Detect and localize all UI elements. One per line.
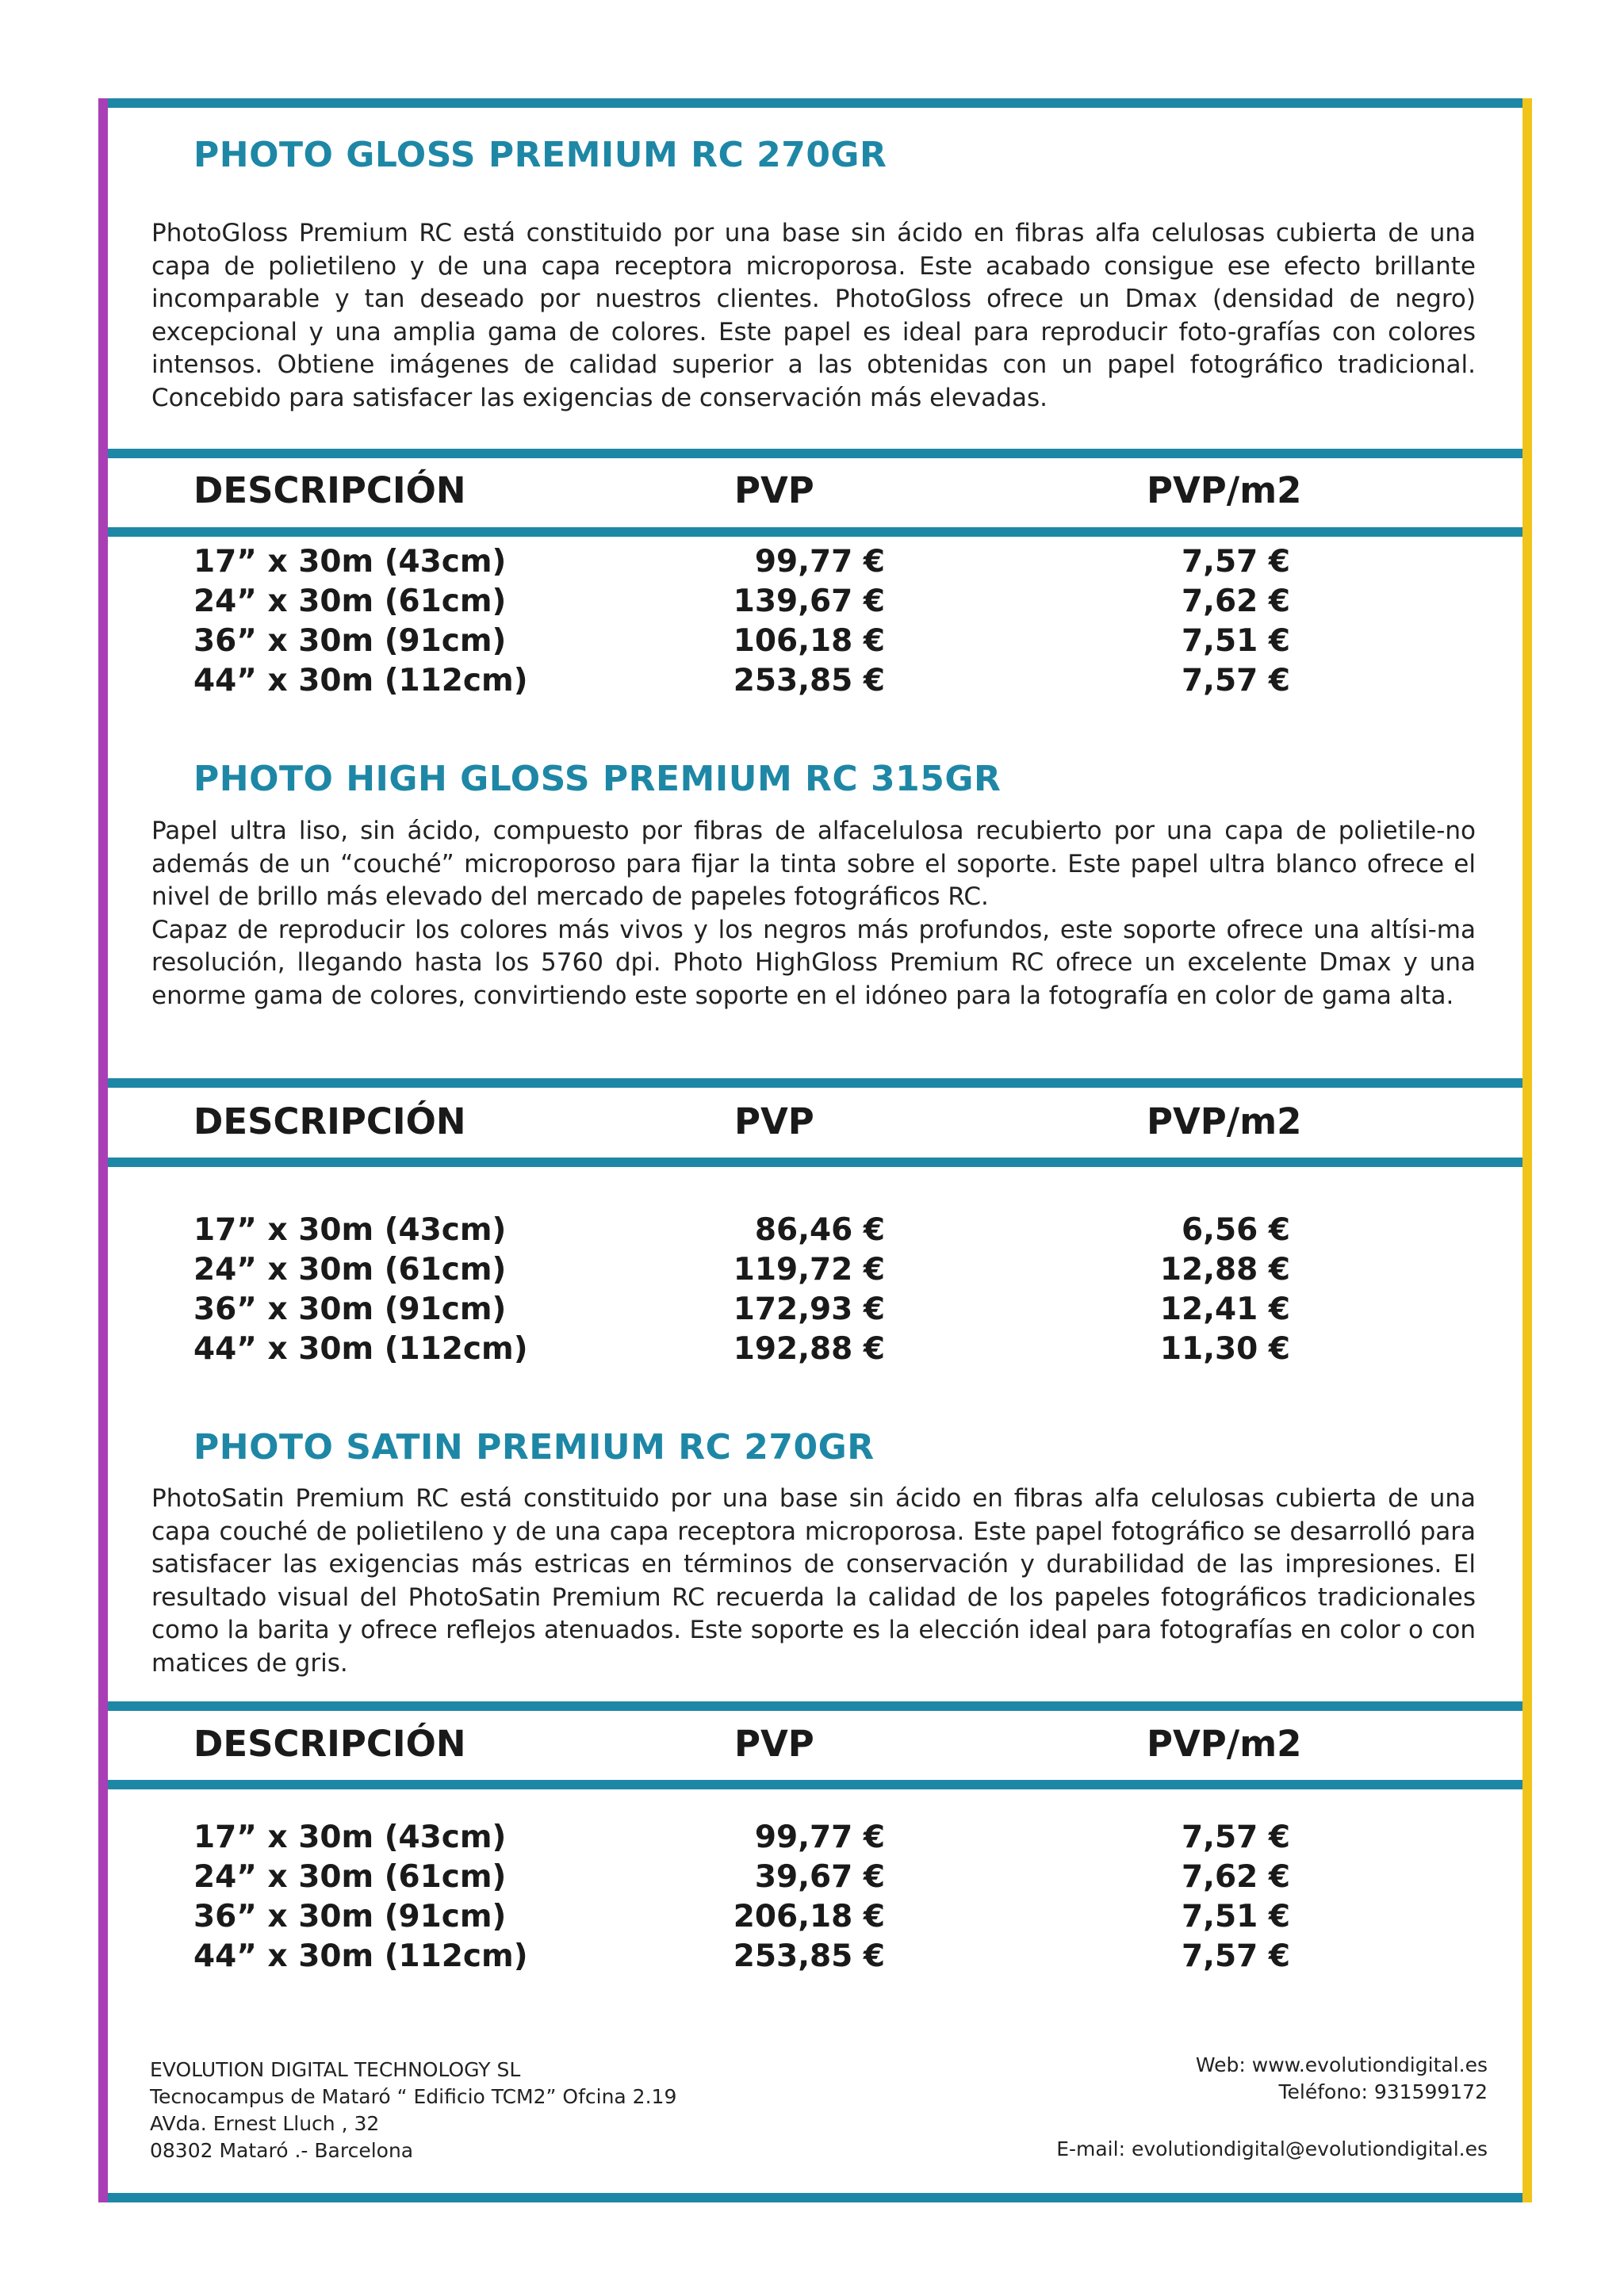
description-paragraph: Capaz de reproducir los colores más vivos y los negros más profundos, este soporte ofrece una altísi-ma resolución, llegando hasta los 5760 dpi. Photo HighGloss Premium RC ofrece un excelente Dmax y una enorme gama de colores, convirtiendo este soporte en el idóneo para la fotografía en color de gama alta. <box>151 915 1476 1010</box>
row-pvp-m2: 7,62 € <box>1182 584 1290 619</box>
description-paragraph: PhotoSatin Premium RC está constituido por una base sin ácido en fibras alfa celulosas cubierta de una capa couché de polietileno y de una capa receptora microporosa. Este papel fotográfico se desarrolló para satisfacer las exigencias más estricas en términos de conservación y durabilidad de las impresiones. El resultado visual del PhotoSatin Premium RC recuerda la calidad de los papeles fotográficos tradicionales como la barita y ofrece reflejos atenuados. Este soporte es la elección ideal para fotografías en color o con matices de gris. <box>151 1484 1476 1678</box>
row-pvp: 86,46 € <box>754 1212 885 1248</box>
row-pvp-m2: 7,62 € <box>1182 1859 1290 1895</box>
table-row <box>0 1250 1624 1290</box>
row-pvp-m2: 7,51 € <box>1182 623 1290 659</box>
table-row <box>0 1858 1624 1897</box>
table-row <box>0 1290 1624 1330</box>
row-pvp: 253,85 € <box>733 1938 885 1974</box>
table-row <box>0 1937 1624 1976</box>
table-header-rule-bottom <box>108 527 1522 537</box>
table-header-rule-top <box>108 1078 1522 1088</box>
column-header-description: DESCRIPCIÓN <box>193 1100 466 1142</box>
table-row <box>0 1897 1624 1937</box>
table-row <box>0 582 1624 622</box>
row-description: 36” x 30m (91cm) <box>193 623 507 659</box>
row-pvp: 192,88 € <box>733 1331 885 1367</box>
row-pvp: 39,67 € <box>754 1859 885 1895</box>
table-header-rule-top <box>108 1701 1522 1711</box>
description-paragraph: Papel ultra liso, sin ácido, compuesto por fibras de alfacelulosa recubierto por una capa de polietile-no además de un “couché” microporoso para fijar la tinta sobre el soporte. Este papel ultra blanco ofrece el nivel de brillo más elevado del mercado de papeles fotográficos RC. <box>151 817 1476 911</box>
column-header-pvp-m2: PVP/m2 <box>1147 1723 1302 1765</box>
table-row <box>0 1818 1624 1858</box>
section-title-photo-satin: PHOTO SATIN PREMIUM RC 270GR <box>193 1427 875 1468</box>
description-paragraph: PhotoGloss Premium RC está constituido por una base sin ácido en fibras alfa celulosas cubierta de una capa de polietileno y de una capa receptora microporosa. Este acabado consigue ese efecto brillante incomparable y tan deseado por nuestros clientes. PhotoGloss ofrece un Dmax (densidad de negro) excepcional y una amplia gama de colores. Este papel es ideal para reproducir foto-grafías con colores intensos. Obtiene imágenes de calidad superior a las obtenidas con un papel fotográfico tradicional. Concebido para satisfacer las exigencias de conservación más elevadas. <box>151 219 1476 412</box>
table-header-rule-bottom <box>108 1158 1522 1167</box>
section-title-photo-high-gloss: PHOTO HIGH GLOSS PREMIUM RC 315GR <box>193 759 1002 799</box>
footer-address-line: Tecnocampus de Mataró “ Edificio TCM2” Ofcina 2.19 <box>150 2085 677 2108</box>
table-header-rule-top <box>108 449 1522 458</box>
row-pvp-m2: 7,51 € <box>1182 1899 1290 1934</box>
row-pvp-m2: 12,88 € <box>1159 1252 1290 1288</box>
footer-email[interactable]: E-mail: evolutiondigital@evolutiondigital.es <box>1056 2137 1488 2160</box>
row-description: 44” x 30m (112cm) <box>193 663 528 698</box>
footer-address-line: 08302 Mataró .- Barcelona <box>150 2139 414 2162</box>
table-row <box>0 661 1624 701</box>
frame-bottom-bar <box>98 2193 1532 2202</box>
row-description: 17” x 30m (43cm) <box>193 544 507 580</box>
column-header-pvp-m2: PVP/m2 <box>1147 469 1302 511</box>
row-pvp-m2: 12,41 € <box>1159 1292 1290 1327</box>
section-description-photo-satin <box>151 1483 1476 1680</box>
row-pvp-m2: 7,57 € <box>1182 544 1290 580</box>
row-pvp: 139,67 € <box>733 584 885 619</box>
table-row <box>0 1211 1624 1250</box>
row-description: 24” x 30m (61cm) <box>193 1859 507 1895</box>
row-pvp-m2: 7,57 € <box>1182 1938 1290 1974</box>
column-header-pvp: PVP <box>734 469 814 511</box>
column-header-pvp: PVP <box>734 1723 814 1765</box>
row-description: 36” x 30m (91cm) <box>193 1899 507 1934</box>
footer-web[interactable]: Web: www.evolutiondigital.es <box>1195 2053 1488 2076</box>
row-pvp: 99,77 € <box>754 1820 885 1855</box>
row-pvp: 119,72 € <box>733 1252 885 1288</box>
footer-address-line: AVda. Ernest Lluch , 32 <box>150 2112 380 2135</box>
section-description-photo-high-gloss <box>151 815 1476 1012</box>
row-description: 17” x 30m (43cm) <box>193 1820 507 1855</box>
table-row <box>0 622 1624 661</box>
column-header-description: DESCRIPCIÓN <box>193 1723 466 1765</box>
frame-top-bar <box>98 98 1532 108</box>
row-pvp-m2: 7,57 € <box>1182 1820 1290 1855</box>
section-description-photo-gloss <box>151 217 1476 415</box>
row-description: 36” x 30m (91cm) <box>193 1292 507 1327</box>
column-header-description: DESCRIPCIÓN <box>193 469 466 511</box>
row-pvp-m2: 6,56 € <box>1182 1212 1290 1248</box>
row-pvp: 106,18 € <box>733 623 885 659</box>
row-description: 17” x 30m (43cm) <box>193 1212 507 1248</box>
table-row <box>0 542 1624 582</box>
footer-phone: Teléfono: 931599172 <box>1278 2080 1488 2103</box>
row-description: 44” x 30m (112cm) <box>193 1331 528 1367</box>
row-description: 24” x 30m (61cm) <box>193 584 507 619</box>
column-header-pvp-m2: PVP/m2 <box>1147 1100 1302 1142</box>
row-pvp: 253,85 € <box>733 663 885 698</box>
row-description: 44” x 30m (112cm) <box>193 1938 528 1974</box>
table-row <box>0 1330 1624 1369</box>
column-header-pvp: PVP <box>734 1100 814 1142</box>
row-description: 24” x 30m (61cm) <box>193 1252 507 1288</box>
footer-company-name: EVOLUTION DIGITAL TECHNOLOGY SL <box>150 2058 521 2081</box>
row-pvp: 206,18 € <box>733 1899 885 1934</box>
row-pvp-m2: 7,57 € <box>1182 663 1290 698</box>
section-title-photo-gloss: PHOTO GLOSS PREMIUM RC 270GR <box>193 135 887 175</box>
row-pvp: 99,77 € <box>754 544 885 580</box>
row-pvp: 172,93 € <box>733 1292 885 1327</box>
footer-company-info <box>150 2057 676 2164</box>
table-header-rule-bottom <box>108 1780 1522 1789</box>
row-pvp-m2: 11,30 € <box>1159 1331 1290 1367</box>
